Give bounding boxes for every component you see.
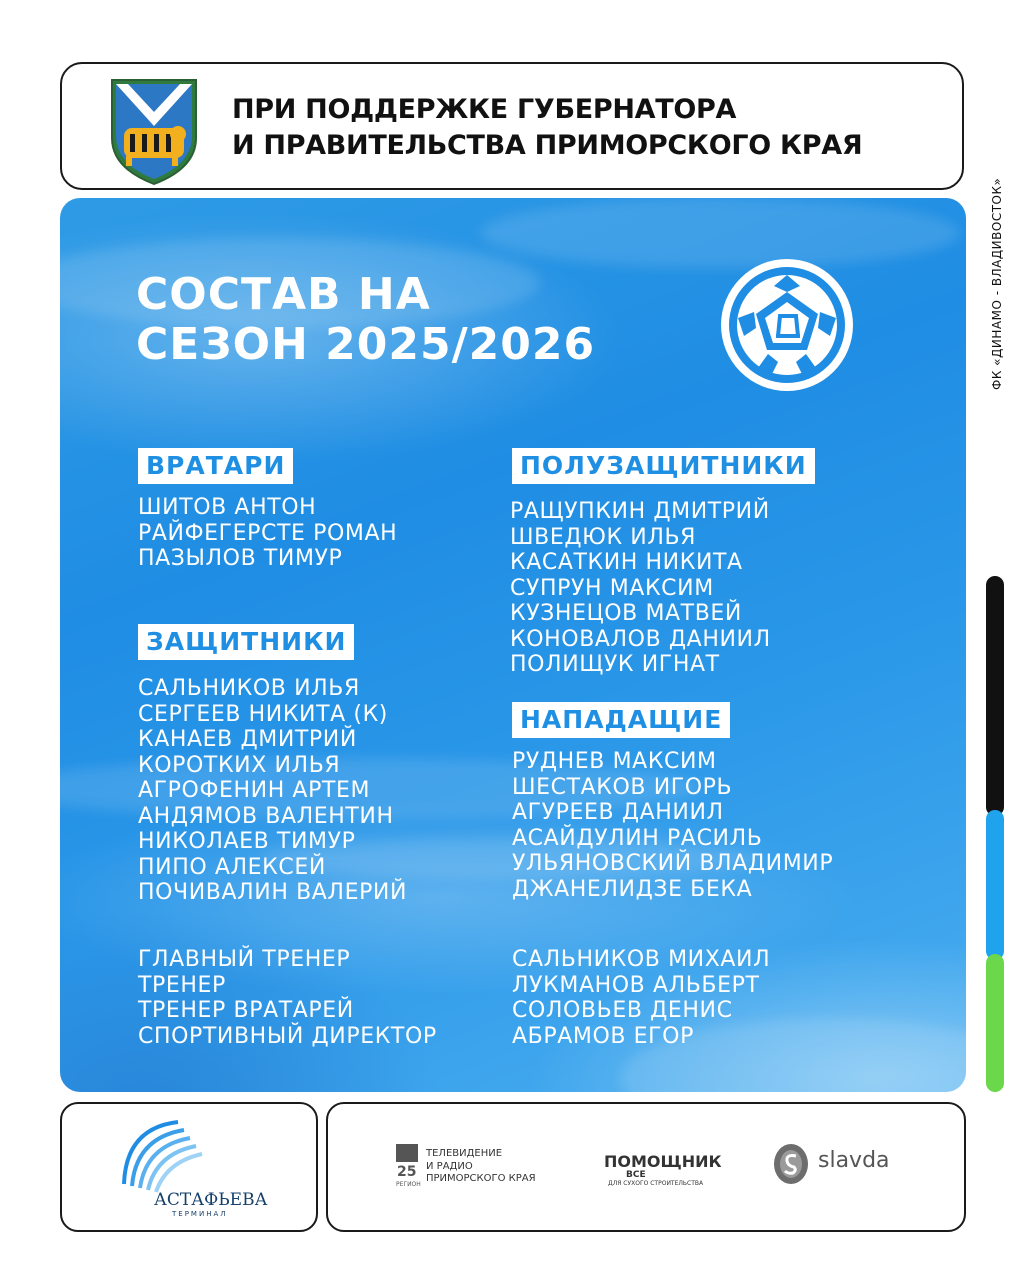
- coat-of-arms-icon: [106, 76, 202, 188]
- player-name: ПОЛИЩУК ИГНАТ: [510, 652, 720, 677]
- staff-role: ГЛАВНЫЙ ТРЕНЕР: [138, 947, 351, 972]
- sponsor-box-astafyeva: [60, 1102, 318, 1232]
- player-name: КАСАТКИН НИКИТА: [510, 550, 743, 575]
- player-name: НИКОЛАЕВ ТИМУР: [138, 829, 356, 854]
- player-name: РУДНЕВ МАКСИМ: [512, 749, 717, 774]
- player-name: АНДЯМОВ ВАЛЕНТИН: [138, 803, 394, 829]
- sponsor-box-partners: [326, 1102, 966, 1232]
- player-name: ШВЕДЮК ИЛЬЯ: [510, 524, 697, 550]
- staff-name: ЛУКМАНОВ АЛЬБЕРТ: [512, 972, 760, 998]
- player-name: ШЕСТАКОВ ИГОРЬ: [512, 774, 733, 800]
- pomoshnik-sub2: ДЛЯ СУХОГО СТРОИТЕЛЬСТВА: [608, 1180, 704, 1187]
- support-text: [232, 92, 862, 164]
- player-name: ПОЧИВАЛИН ВАЛЕРИЙ: [138, 880, 408, 905]
- forwards-list: [512, 749, 833, 902]
- support-line-1: ПРИ ПОДДЕРЖКЕ ГУБЕРНАТОРА: [232, 94, 737, 125]
- slavda-logo-icon: [772, 1142, 810, 1186]
- dynamo-logo-icon: [718, 256, 856, 394]
- staff-role: СПОРТИВНЫЙ ДИРЕКТОР: [138, 1023, 437, 1049]
- tv-radio-text: [426, 1148, 536, 1186]
- pomoshnik-sub: ВСЕ: [626, 1170, 646, 1180]
- roster-title: [136, 270, 595, 370]
- tv-badge-number: 25: [397, 1164, 417, 1180]
- player-name: САЛЬНИКОВ ИЛЬЯ: [138, 676, 360, 701]
- astafyeva-wave-icon: [114, 1114, 218, 1194]
- player-name: КОРОТКИХ ИЛЬЯ: [138, 752, 341, 778]
- tv-badge-word: РЕГИОН: [396, 1181, 421, 1188]
- title-line-2: СЕЗОН 2025/2026: [136, 319, 596, 370]
- staff-role: ТРЕНЕР: [138, 972, 226, 998]
- defenders-label: ЗАЩИТНИКИ: [138, 624, 354, 660]
- roster-card: [60, 198, 966, 1092]
- player-name: СЕРГЕЕВ НИКИТА (К): [138, 701, 388, 727]
- tv-line-1: ТЕЛЕВИДЕНИЕ: [426, 1148, 503, 1159]
- support-banner: [60, 62, 964, 190]
- slavda-name: slavda: [818, 1148, 890, 1173]
- forwards-label: НАПАДАЩИЕ: [512, 702, 730, 738]
- midfielders-label: ПОЛУЗАЩИТНИКИ: [512, 448, 815, 484]
- pomoshnik-name: ПОМОЩНИК: [604, 1152, 722, 1171]
- side-bar-black: [986, 576, 1004, 816]
- player-name: РАЙФЕГЕРСТЕ РОМАН: [138, 520, 398, 546]
- astafyeva-name: АСТАФЬЕВА: [154, 1190, 268, 1210]
- midfielders-list: [510, 499, 771, 678]
- player-name: КАНАЕВ ДМИТРИЙ: [138, 727, 357, 752]
- staff-name: СОЛОВЬЕВ ДЕНИС: [512, 998, 733, 1023]
- club-vertical-text: ФК «ДИНАМО - ВЛАДИВОСТОК»: [990, 177, 1004, 390]
- support-line-2: И ПРАВИТЕЛЬСТВА ПРИМОРСКОГО КРАЯ: [232, 130, 863, 161]
- player-name: УЛЬЯНОВСКИЙ ВЛАДИМИР: [512, 851, 834, 876]
- astafyeva-sub: ТЕРМИНАЛ: [172, 1210, 228, 1218]
- player-name: АСАЙДУЛИН РАСИЛЬ: [512, 825, 763, 851]
- player-name: ДЖАНЕЛИДЗЕ БЕКА: [512, 876, 753, 902]
- side-bar-blue: [986, 810, 1004, 960]
- player-name: РАЩУПКИН ДМИТРИЙ: [510, 499, 770, 524]
- goalkeepers-list: [138, 495, 397, 572]
- player-name: ПАЗЫЛОВ ТИМУР: [138, 546, 343, 571]
- side-bar-green: [986, 954, 1004, 1092]
- staff-roles-list: [138, 947, 437, 1049]
- tv-region-logo-icon: [396, 1144, 422, 1188]
- defenders-list: [138, 676, 407, 906]
- tv-line-3: ПРИМОРСКОГО КРАЯ: [426, 1173, 536, 1184]
- tv-line-2: И РАДИО: [426, 1160, 473, 1172]
- player-name: КУЗНЕЦОВ МАТВЕЙ: [510, 601, 742, 626]
- player-name: КОНОВАЛОВ ДАНИИЛ: [510, 626, 771, 652]
- player-name: АГРОФЕНИН АРТЕМ: [138, 778, 371, 803]
- player-name: ПИПО АЛЕКСЕЙ: [138, 854, 326, 880]
- staff-names-list: [512, 947, 770, 1049]
- player-name: АГУРЕЕВ ДАНИИЛ: [512, 800, 724, 825]
- title-line-1: СОСТАВ НА: [136, 269, 431, 320]
- goalkeepers-label: ВРАТАРИ: [138, 448, 293, 484]
- player-name: СУПРУН МАКСИМ: [510, 575, 714, 601]
- staff-name: САЛЬНИКОВ МИХАИЛ: [512, 947, 771, 972]
- staff-name: АБРАМОВ ЕГОР: [512, 1023, 694, 1049]
- player-name: ШИТОВ АНТОН: [138, 495, 317, 520]
- staff-role: ТРЕНЕР ВРАТАРЕЙ: [138, 998, 354, 1023]
